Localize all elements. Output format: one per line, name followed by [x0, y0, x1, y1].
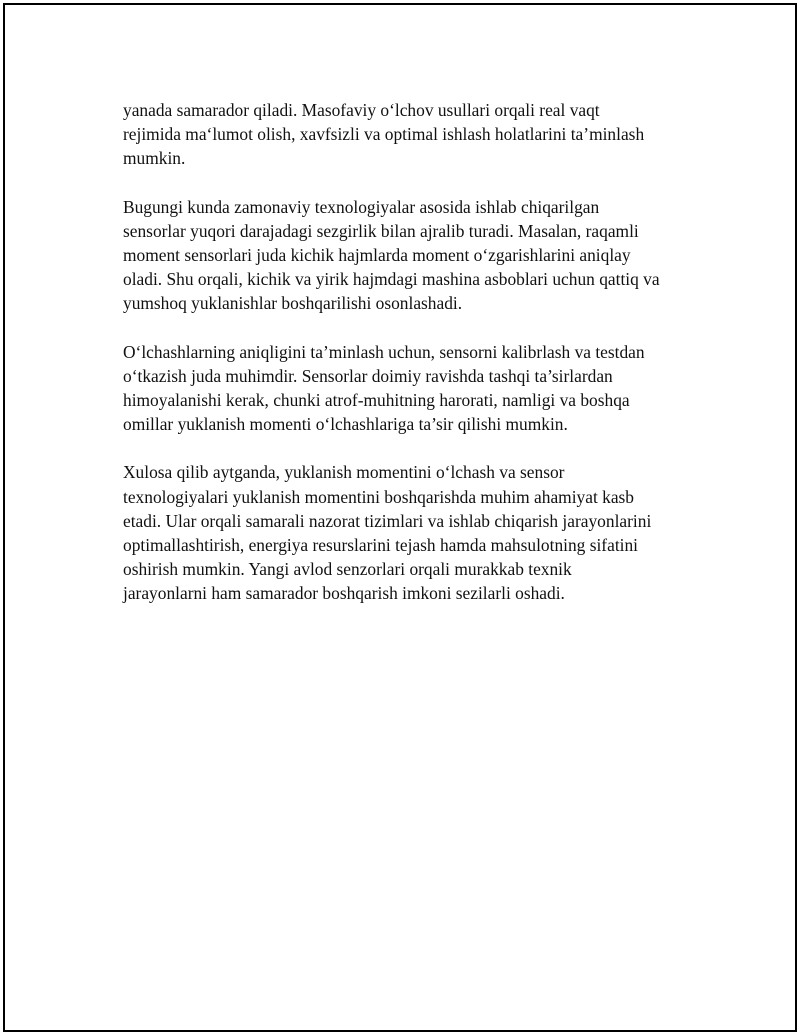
- text-line: oladi. Shu orqali, kichik va yirik hajmdagi mashina asboblari uchun qattiq va: [123, 269, 660, 290]
- paragraph-4: [123, 460, 713, 605]
- text-line: himoyalanishi kerak, chunki atrof-muhitning harorati, namligi va boshqa: [123, 390, 630, 411]
- text-line: texnologiyalari yuklanish momentini boshqarishda muhim ahamiyat kasb: [123, 486, 635, 507]
- text-line: moment sensorlari juda kichik hajmlarda moment o‘zgarishlarini aniqlay: [123, 245, 631, 266]
- text-line: rejimida ma‘lumot olish, xavfsizli va optimal ishlash holatlarini ta’minlash: [123, 124, 645, 145]
- text-line: o‘tkazish juda muhimdir. Sensorlar doimiy ravishda tashqi ta’sirlardan: [123, 365, 613, 386]
- paragraph-3: [123, 340, 713, 437]
- text-line: sensorlar yuqori darajadagi sezgirlik bilan ajralib turadi. Masalan, raqamli: [123, 220, 639, 241]
- paragraph-1: [123, 98, 713, 171]
- text-line: Bugungi kunda zamonaviy texnologiyalar asosida ishlab chiqarilgan: [123, 196, 600, 217]
- text-line: mumkin.: [123, 148, 186, 169]
- text-line: yanada samarador qiladi. Masofaviy o‘lchov usullari orqali real vaqt: [123, 100, 600, 120]
- page-frame: [3, 3, 797, 1032]
- text-line: etadi. Ular orqali samarali nazorat tizimlari va ishlab chiqarish jarayonlarini: [123, 510, 652, 531]
- text-line: oshirish mumkin. Yangi avlod senzorlari orqali murakkab texnik: [123, 559, 572, 580]
- document-body: [123, 98, 713, 630]
- text-line: omillar yuklanish momenti o‘lchashlariga ta’sir qilishi mumkin.: [123, 414, 568, 435]
- text-line: Xulosa qilib aytganda, yuklanish momentini o‘lchash va sensor: [123, 462, 565, 483]
- text-line: yumshoq yuklanishlar boshqarilishi osonlashadi.: [123, 293, 463, 314]
- paragraph-2: [123, 195, 713, 316]
- text-line: optimallashtirish, energiya resurslarini tejash hamda mahsulotning sifatini: [123, 535, 639, 556]
- text-line: O‘lchashlarning aniqligini ta’minlash uchun, sensorni kalibrlash va testdan: [123, 341, 645, 362]
- text-line: jarayonlarni ham samarador boshqarish imkoni sezilarli oshadi.: [123, 583, 565, 604]
